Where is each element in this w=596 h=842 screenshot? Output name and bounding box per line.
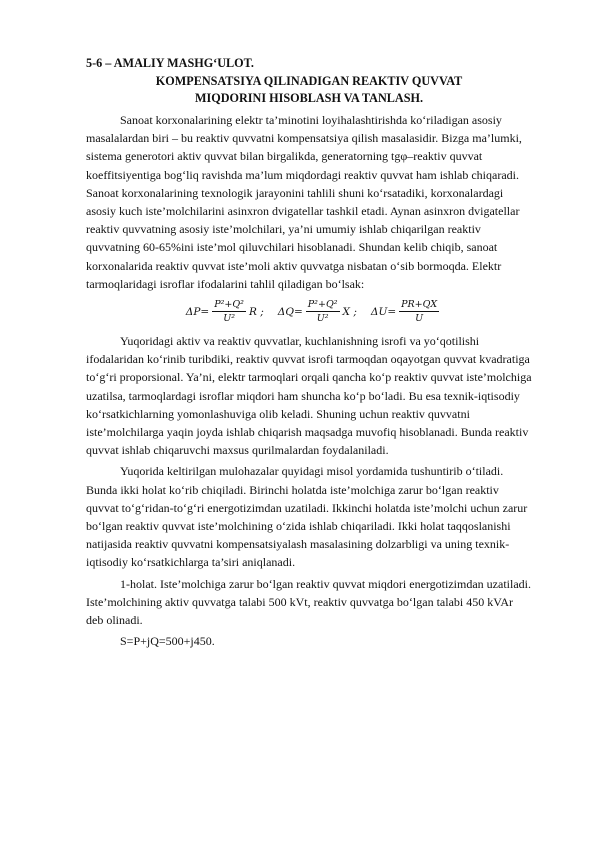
formula-voltage-loss [371,299,442,324]
section-heading: 5-6 – AMALIY MASHG‘ULOT. [86,56,254,70]
formula-2-denominator: U² [316,313,329,325]
formula-active-loss [186,299,264,324]
formula-2-lhs: ΔQ= [277,305,303,318]
formula-1-denominator: U² [223,313,236,325]
paragraph-analysis: Yuqoridagi aktiv va reaktiv quvvatlar, kuchlanishning isrofi va yo‘qotilishi ifodalaridan ko‘rinib turibdiki, reaktiv quvvat isrofi tarmoqdan oqayotgan quvvat kvadratiga to‘g‘ri proporsional. Ya’ni, elektr tarmoqlari orqali qancha ko‘p reaktiv quvvat iste’molchiga uzatilsa, tarmoqlardagi isroflar miqdori ham shuncha ko‘p bo‘ladi. Bu esa texnik-iqtisodiy ko‘rsatkichlarning yomonlashuviga olib keladi. Shuning uchun reaktiv quvvatni iste’molchilarga yaqin joyda ishlab chiqarish maqsadga muvofiq hisoblanadi. Bunda reaktiv quvvat ishlab chiqaruvchi maxsus qurilmalardan foydalaniladi. [86,334,532,458]
paragraph-example: Yuqorida keltirilgan mulohazalar quyidagi misol yordamida tushuntirib o‘tiladi. Bunda ikki holat ko‘rib chiqiladi. Birinchi holatda iste’molchiga zarur bo‘lgan reaktiv quvvat to‘g‘ridan-to‘g‘ri energotizimdan uzatiladi. Ikkinchi holatda iste’molchi uchun zarur bo‘lgan reaktiv quvvat iste’molchining o‘zida ishlab chiqariladi. Ikki holat taqqoslanishi natijasida reaktiv quvvatni kompensatsiyalash masalasining dolzarbligi va uning texnik-iqtisodiy ko‘rsatkichlarga ta’siri aniqlanadi. [86,464,528,570]
title-line-2: MIQDORINI HISOBLASH VA TANLASH. [194,91,423,105]
loss-formulas [86,299,532,324]
formula-1-fraction [212,299,246,324]
formula-3-fraction [399,299,439,324]
formula-2-rhs: X ; [342,305,357,318]
formula-1-rhs: R ; [249,305,264,318]
formula-2-fraction [306,299,340,324]
formula-2-numerator: P²+Q² [307,299,338,311]
formula-1-lhs: ΔP= [185,305,210,318]
formula-3-numerator: PR+QX [401,299,438,311]
title-line-1: KOMPENSATSIYA QILINADIGAN REAKTIV QUVVAT [155,74,463,88]
paragraph-intro: Sanoat korxonalarining elektr ta’minotini loyihalashtirishda ko‘riladigan asosiy masalalardan biri – bu reaktiv quvvatni kompensatsiya qilish masalasidir. Bizga ma’lumki, sistema generotori aktiv quvvat bilan birgalikda, generatorning tgφ–reaktiv quvvat koeffitsiyentiga bog‘liq ravishda ma’lum miqdordagi reaktiv quvvat ham ishlab chiqaradi. Sanoat korxonalarining texnologik jarayonini tahlili shuni ko‘rsatadiki, korxonalardagi asosiy kuch iste’molchilarini asinxron dvigatellar tashkil etadi. Aynan asinxron dvigatellar reaktiv quvvatning asosiy iste’molchilari, ya’ni umumiy ishlab chiqarilgan reaktiv quvvatning 60-65%ini iste’mol qiluvchilari hisoblanadi. Shundan kelib chiqib, sanoat korxonalarida reaktiv quvvat iste’moli aktiv quvvatga nisbatan o‘sib bormoqda. Elektr tarmoqlaridagi isroflar ifodalarini tahlil qiladigan bo‘lsak: [86,113,522,291]
formula-3-lhs: ΔU= [370,305,397,318]
paragraph-case-1: 1-holat. Iste’molchiga zarur bo‘lgan reaktiv quvvat miqdori energotizimdan uzatiladi. Iste’molchining aktiv quvvatga talabi 500 kVt, reaktiv quvvatga bo‘lgan talabi 450 kVAr deb olinadi. [86,576,531,628]
formula-reactive-loss [278,299,357,324]
paragraph-power-equation: S=P+jQ=500+j450. [120,634,215,649]
formula-3-denominator: U [415,313,424,325]
formula-1-numerator: P²+Q² [214,299,244,311]
